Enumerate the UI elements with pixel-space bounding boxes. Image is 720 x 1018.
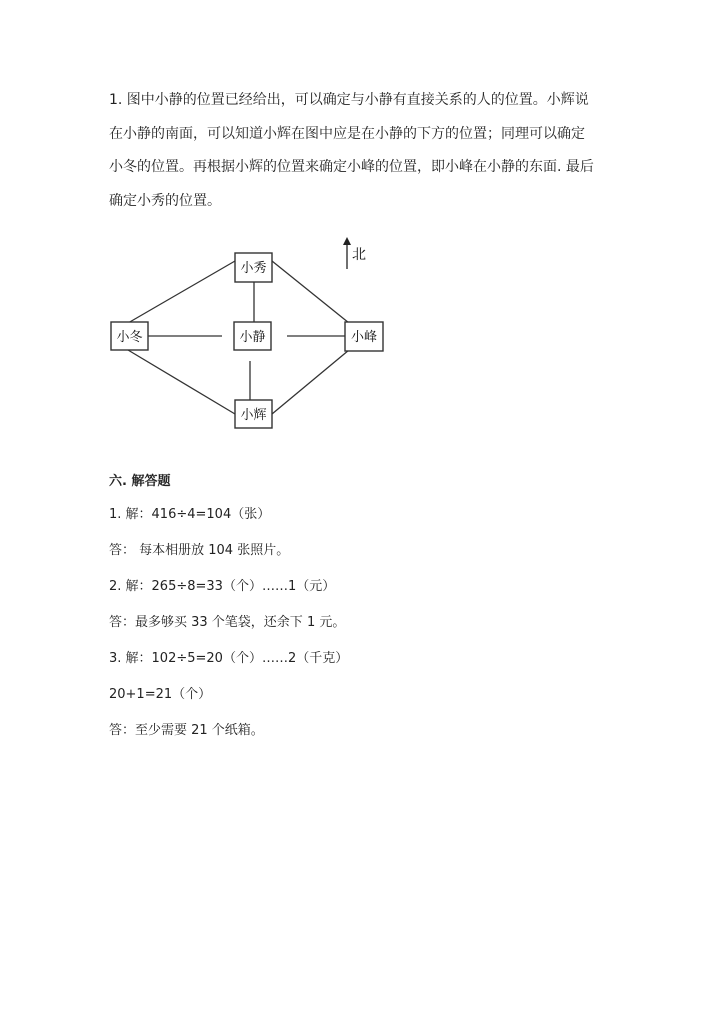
- section-title: 六. 解答题: [109, 474, 171, 489]
- edge-south-west: [128, 350, 235, 414]
- answer-line: 1. 解：416÷4=104（张）: [109, 507, 271, 522]
- north-arrow-icon: [343, 237, 351, 245]
- answer-line: 20+1=21（个）: [109, 687, 212, 702]
- answer-line: 答：最多够买 33 个笔袋，还余下 1 元。: [109, 615, 346, 630]
- edge-south-east: [272, 350, 349, 414]
- answer-line: 2. 解：265÷8=33（个）……1（元）: [109, 579, 336, 594]
- node-west: [111, 322, 148, 350]
- diagram-svg: [100, 228, 400, 438]
- node-north: [235, 253, 272, 282]
- node-south-label: 小辉: [240, 408, 267, 423]
- node-east: [345, 322, 383, 351]
- explanation-paragraph: [109, 84, 609, 218]
- position-diagram: [100, 228, 400, 438]
- paragraph-line: 在小静的南面，可以知道小辉在图中应是在小静的下方的位置；同理可以确定: [109, 125, 585, 142]
- answer-line: 答：至少需要 21 个纸箱。: [109, 723, 264, 738]
- north-label: 北: [352, 247, 366, 263]
- paragraph-line: 1. 图中小静的位置已经给出，可以确定与小静有直接关系的人的位置。小辉说: [109, 92, 589, 108]
- node-center-label: 小静: [239, 330, 266, 345]
- node-south: [235, 400, 272, 428]
- north-indicator: [343, 237, 366, 269]
- answer-line: 3. 解：102÷5=20（个）……2（千克）: [109, 651, 349, 666]
- paragraph-line: 小冬的位置。再根据小辉的位置来确定小峰的位置，即小峰在小静的东面. 最后: [109, 159, 594, 175]
- paragraph-line: 确定小秀的位置。: [109, 192, 221, 209]
- answer-line: 答： 每本相册放 104 张照片。: [109, 543, 290, 558]
- node-north-label: 小秀: [240, 261, 267, 276]
- node-center: [234, 322, 271, 350]
- node-west-label: 小冬: [116, 330, 143, 345]
- node-east-label: 小峰: [350, 330, 378, 345]
- edge-north-east: [272, 261, 349, 323]
- edge-north-west: [128, 261, 235, 323]
